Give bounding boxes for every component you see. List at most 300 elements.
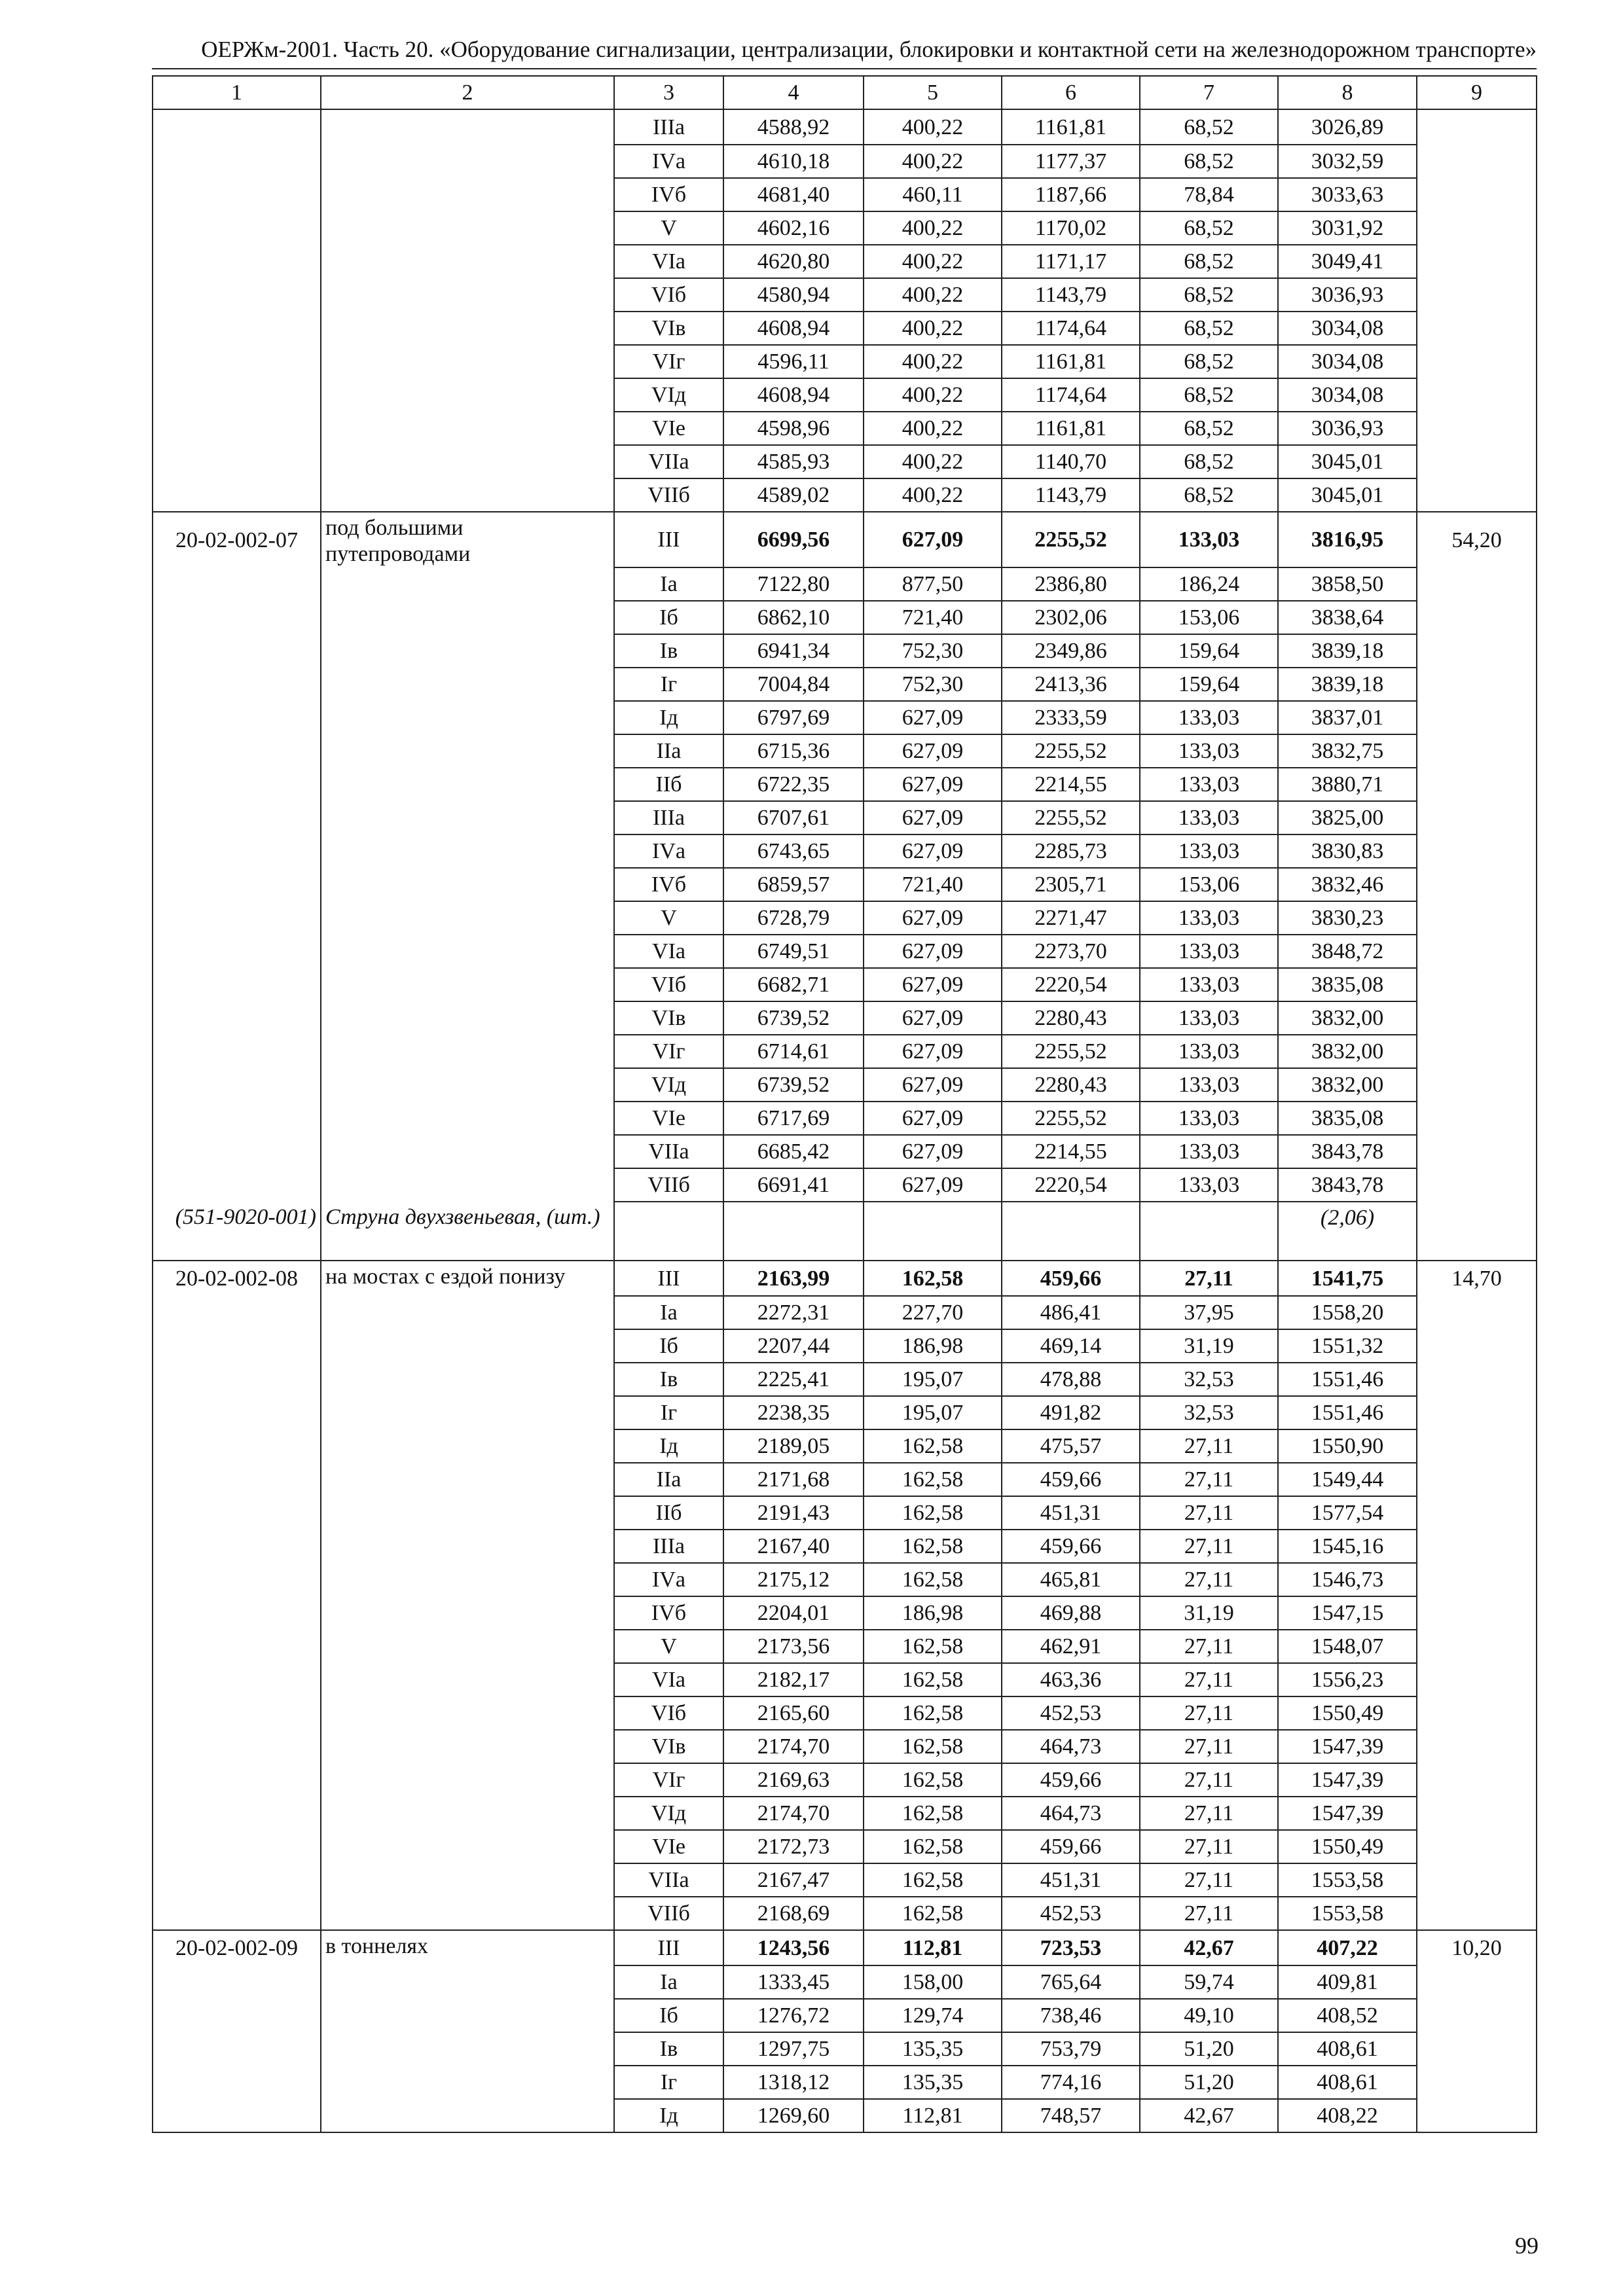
zone-cell: VIе xyxy=(614,1102,723,1135)
table-row xyxy=(153,1329,1537,1363)
table-row xyxy=(153,601,1537,634)
machinist-wage-cell: 78,84 xyxy=(1140,178,1278,211)
total-cost-cell: 4596,11 xyxy=(723,345,864,378)
table-row xyxy=(153,1530,1537,1563)
rate-name-cell xyxy=(321,1830,614,1863)
materials-cost-cell: 3832,00 xyxy=(1278,1068,1417,1102)
table-row xyxy=(153,278,1537,312)
table-row xyxy=(153,901,1537,935)
table-row xyxy=(153,445,1537,478)
machine-cost-cell: 1174,64 xyxy=(1002,312,1140,345)
materials-cost-cell: 3837,01 xyxy=(1278,701,1417,734)
rate-code-cell xyxy=(153,1530,321,1563)
machinist-wage-cell: 27,11 xyxy=(1140,1530,1278,1563)
materials-cost-cell: 3835,08 xyxy=(1278,968,1417,1001)
zone-cell: III xyxy=(614,512,723,567)
zone-cell: Iа xyxy=(614,1965,723,1999)
materials-cost-cell: 1550,49 xyxy=(1278,1830,1417,1863)
zone-cell: VIIб xyxy=(614,1168,723,1202)
rate-code-cell xyxy=(153,1863,321,1897)
machinist-wage-cell: 133,03 xyxy=(1140,1001,1278,1035)
zone-cell: IIа xyxy=(614,734,723,768)
empty-cell xyxy=(723,1202,864,1261)
labor-cost-cell: 627,09 xyxy=(864,1135,1002,1168)
materials-cost-cell: 3036,93 xyxy=(1278,412,1417,445)
machine-cost-cell: 738,46 xyxy=(1002,1999,1140,2032)
labor-hours-cell xyxy=(1417,701,1537,734)
labor-hours-cell xyxy=(1417,1135,1537,1168)
zone-cell: VIIб xyxy=(614,1897,723,1930)
materials-cost-cell: 1547,39 xyxy=(1278,1797,1417,1830)
header-divider xyxy=(152,68,1537,69)
materials-cost-cell: 3045,01 xyxy=(1278,478,1417,512)
zone-cell: VIIб xyxy=(614,478,723,512)
rate-code-cell xyxy=(153,2032,321,2066)
rate-code-cell xyxy=(153,1363,321,1396)
zone-cell: IIIа xyxy=(614,109,723,145)
labor-hours-cell xyxy=(1417,1530,1537,1563)
machine-cost-cell: 1161,81 xyxy=(1002,412,1140,445)
machine-cost-cell: 464,73 xyxy=(1002,1797,1140,1830)
rate-code-cell xyxy=(153,634,321,668)
rate-name-cell xyxy=(321,1429,614,1463)
materials-cost-cell: 3858,50 xyxy=(1278,567,1417,601)
total-cost-cell: 7122,80 xyxy=(723,567,864,601)
rate-code-cell xyxy=(153,1696,321,1730)
labor-hours-cell xyxy=(1417,601,1537,634)
labor-cost-cell: 195,07 xyxy=(864,1396,1002,1429)
labor-hours-cell xyxy=(1417,178,1537,211)
labor-cost-cell: 162,58 xyxy=(864,1797,1002,1830)
rate-name-cell xyxy=(321,1102,614,1135)
rate-code-cell xyxy=(153,312,321,345)
document-header: ОЕРЖм-2001. Часть 20. «Оборудование сигнализации, централизации, блокировки и контактной сети на железнодорожном транспорте» xyxy=(201,37,1537,62)
materials-cost-cell: 3032,59 xyxy=(1278,145,1417,178)
rate-code-cell xyxy=(153,278,321,312)
material-quantity-cell: (2,06) xyxy=(1278,1202,1417,1261)
table-row xyxy=(153,1496,1537,1530)
rate-name-cell xyxy=(321,1329,614,1363)
table-row xyxy=(153,1630,1537,1663)
labor-hours-cell xyxy=(1417,1563,1537,1596)
rate-name-cell xyxy=(321,1863,614,1897)
rate-name-cell xyxy=(321,1530,614,1563)
materials-cost-cell: 1548,07 xyxy=(1278,1630,1417,1663)
zone-cell: IVб xyxy=(614,1596,723,1630)
column-number: 1 xyxy=(153,76,321,109)
rate-code-cell xyxy=(153,968,321,1001)
labor-cost-cell: 400,22 xyxy=(864,412,1002,445)
rate-code-cell: 20-02-002-07 xyxy=(153,512,321,567)
labor-hours-cell xyxy=(1417,2032,1537,2066)
rate-code-cell xyxy=(153,478,321,512)
table-row xyxy=(153,178,1537,211)
machinist-wage-cell: 31,19 xyxy=(1140,1596,1278,1630)
zone-cell: V xyxy=(614,1630,723,1663)
labor-cost-cell: 162,58 xyxy=(864,1663,1002,1696)
total-cost-cell: 4620,80 xyxy=(723,245,864,278)
total-cost-cell: 2191,43 xyxy=(723,1496,864,1530)
rate-code-cell xyxy=(153,178,321,211)
total-cost-cell: 2207,44 xyxy=(723,1329,864,1363)
table-body xyxy=(153,109,1537,2132)
column-number: 6 xyxy=(1002,76,1140,109)
rate-code-cell: 20-02-002-09 xyxy=(153,1930,321,1965)
rate-code-cell xyxy=(153,901,321,935)
total-cost-cell: 2204,01 xyxy=(723,1596,864,1630)
zone-cell: V xyxy=(614,901,723,935)
labor-hours-cell xyxy=(1417,734,1537,768)
table-row xyxy=(153,1696,1537,1730)
zone-cell: VIг xyxy=(614,345,723,378)
column-number-row xyxy=(153,76,1537,109)
machine-cost-cell: 2255,52 xyxy=(1002,1102,1140,1135)
rate-code-cell xyxy=(153,1296,321,1329)
total-cost-cell: 2168,69 xyxy=(723,1897,864,1930)
zone-cell: VIв xyxy=(614,312,723,345)
materials-cost-cell: 409,81 xyxy=(1278,1965,1417,1999)
labor-hours-cell xyxy=(1417,1463,1537,1496)
labor-cost-cell: 400,22 xyxy=(864,445,1002,478)
machine-cost-cell: 1161,81 xyxy=(1002,109,1140,145)
labor-hours-cell xyxy=(1417,834,1537,868)
table-row xyxy=(153,1363,1537,1396)
labor-cost-cell: 162,58 xyxy=(864,1863,1002,1897)
machinist-wage-cell: 51,20 xyxy=(1140,2032,1278,2066)
labor-hours-cell xyxy=(1417,768,1537,801)
machinist-wage-cell: 159,64 xyxy=(1140,634,1278,668)
labor-cost-cell: 877,50 xyxy=(864,567,1002,601)
rate-code-cell xyxy=(153,1897,321,1930)
table-row xyxy=(153,1999,1537,2032)
total-cost-cell: 2272,31 xyxy=(723,1296,864,1329)
materials-cost-cell: 1549,44 xyxy=(1278,1463,1417,1496)
materials-cost-cell: 3816,95 xyxy=(1278,512,1417,567)
total-cost-cell: 2172,73 xyxy=(723,1830,864,1863)
materials-cost-cell: 3049,41 xyxy=(1278,245,1417,278)
materials-cost-cell: 3843,78 xyxy=(1278,1168,1417,1202)
labor-cost-cell: 135,35 xyxy=(864,2032,1002,2066)
table-row xyxy=(153,1135,1537,1168)
zone-cell: VIа xyxy=(614,245,723,278)
empty-cell xyxy=(1140,1202,1278,1261)
machine-cost-cell: 2214,55 xyxy=(1002,1135,1140,1168)
machinist-wage-cell: 27,11 xyxy=(1140,1897,1278,1930)
table-row xyxy=(153,512,1537,567)
machine-cost-cell: 2255,52 xyxy=(1002,734,1140,768)
labor-hours-cell xyxy=(1417,2066,1537,2099)
rate-name-cell xyxy=(321,245,614,278)
table-row xyxy=(153,1068,1537,1102)
total-cost-cell: 6743,65 xyxy=(723,834,864,868)
labor-hours-cell xyxy=(1417,968,1537,1001)
labor-hours-cell xyxy=(1417,312,1537,345)
machinist-wage-cell: 133,03 xyxy=(1140,1035,1278,1068)
rate-name-cell xyxy=(321,567,614,601)
machine-cost-cell: 491,82 xyxy=(1002,1396,1140,1429)
table-row xyxy=(153,1863,1537,1897)
rate-name-cell xyxy=(321,1363,614,1396)
total-cost-cell: 2165,60 xyxy=(723,1696,864,1730)
materials-cost-cell: 3045,01 xyxy=(1278,445,1417,478)
zone-cell: VIа xyxy=(614,1663,723,1696)
machine-cost-cell: 451,31 xyxy=(1002,1863,1140,1897)
labor-cost-cell: 186,98 xyxy=(864,1329,1002,1363)
materials-cost-cell: 3031,92 xyxy=(1278,211,1417,245)
zone-cell: Iв xyxy=(614,634,723,668)
materials-cost-cell: 3848,72 xyxy=(1278,935,1417,968)
machine-cost-cell: 459,66 xyxy=(1002,1261,1140,1296)
total-cost-cell: 6714,61 xyxy=(723,1035,864,1068)
labor-hours-cell xyxy=(1417,1396,1537,1429)
total-cost-cell: 6722,35 xyxy=(723,768,864,801)
machine-cost-cell: 469,14 xyxy=(1002,1329,1140,1363)
labor-cost-cell: 627,09 xyxy=(864,801,1002,834)
total-cost-cell: 6685,42 xyxy=(723,1135,864,1168)
column-number: 7 xyxy=(1140,76,1278,109)
rate-name-cell xyxy=(321,1696,614,1730)
zone-cell: IIа xyxy=(614,1463,723,1496)
machine-cost-cell: 748,57 xyxy=(1002,2099,1140,2132)
empty-cell xyxy=(1002,1202,1140,1261)
labor-hours-cell xyxy=(1417,1797,1537,1830)
machinist-wage-cell: 27,11 xyxy=(1140,1563,1278,1596)
machine-cost-cell: 1177,37 xyxy=(1002,145,1140,178)
total-cost-cell: 2163,99 xyxy=(723,1261,864,1296)
rate-name-cell xyxy=(321,801,614,834)
materials-cost-cell: 1553,58 xyxy=(1278,1863,1417,1897)
labor-hours-cell xyxy=(1417,801,1537,834)
machinist-wage-cell: 68,52 xyxy=(1140,109,1278,145)
rate-code-cell xyxy=(153,109,321,145)
labor-hours-cell xyxy=(1417,1897,1537,1930)
machine-cost-cell: 1143,79 xyxy=(1002,278,1140,312)
labor-hours-cell xyxy=(1417,567,1537,601)
machinist-wage-cell: 68,52 xyxy=(1140,145,1278,178)
rate-name-cell xyxy=(321,1068,614,1102)
zone-cell: VIб xyxy=(614,1696,723,1730)
machinist-wage-cell: 133,03 xyxy=(1140,768,1278,801)
table-row xyxy=(153,1797,1537,1830)
zone-cell: Iа xyxy=(614,1296,723,1329)
total-cost-cell: 6739,52 xyxy=(723,1068,864,1102)
labor-cost-cell: 752,30 xyxy=(864,668,1002,701)
table-row xyxy=(153,1168,1537,1202)
labor-hours-cell xyxy=(1417,1296,1537,1329)
machinist-wage-cell: 51,20 xyxy=(1140,2066,1278,2099)
machinist-wage-cell: 27,11 xyxy=(1140,1696,1278,1730)
table-row xyxy=(153,968,1537,1001)
labor-cost-cell: 400,22 xyxy=(864,478,1002,512)
labor-hours-cell xyxy=(1417,1830,1537,1863)
total-cost-cell: 4598,96 xyxy=(723,412,864,445)
total-cost-cell: 4588,92 xyxy=(723,109,864,145)
zone-cell: III xyxy=(614,1261,723,1296)
rate-code-cell xyxy=(153,701,321,734)
labor-cost-cell: 627,09 xyxy=(864,1035,1002,1068)
machine-cost-cell: 462,91 xyxy=(1002,1630,1140,1663)
materials-cost-cell: 3832,75 xyxy=(1278,734,1417,768)
total-cost-cell: 1297,75 xyxy=(723,2032,864,2066)
labor-cost-cell: 400,22 xyxy=(864,109,1002,145)
labor-hours-cell xyxy=(1417,2099,1537,2132)
materials-cost-cell: 1558,20 xyxy=(1278,1296,1417,1329)
material-name-cell: Струна двухзвеньевая, (шт.) xyxy=(321,1202,614,1261)
machine-cost-cell: 2386,80 xyxy=(1002,567,1140,601)
rate-name-cell xyxy=(321,668,614,701)
zone-cell: Iд xyxy=(614,1429,723,1463)
zone-cell: V xyxy=(614,211,723,245)
rate-name-cell xyxy=(321,1897,614,1930)
machinist-wage-cell: 31,19 xyxy=(1140,1329,1278,1363)
machinist-wage-cell: 27,11 xyxy=(1140,1630,1278,1663)
total-cost-cell: 6859,57 xyxy=(723,868,864,901)
table-row xyxy=(153,768,1537,801)
total-cost-cell: 2174,70 xyxy=(723,1797,864,1830)
labor-cost-cell: 752,30 xyxy=(864,634,1002,668)
zone-cell: Iв xyxy=(614,1363,723,1396)
machinist-wage-cell: 32,53 xyxy=(1140,1363,1278,1396)
rate-code-cell xyxy=(153,1730,321,1763)
machine-cost-cell: 753,79 xyxy=(1002,2032,1140,2066)
materials-cost-cell: 3843,78 xyxy=(1278,1135,1417,1168)
labor-cost-cell: 400,22 xyxy=(864,278,1002,312)
rate-name-cell xyxy=(321,412,614,445)
machinist-wage-cell: 27,11 xyxy=(1140,1496,1278,1530)
rate-name-cell xyxy=(321,1630,614,1663)
table-row xyxy=(153,2099,1537,2132)
machinist-wage-cell: 68,52 xyxy=(1140,445,1278,478)
labor-hours-cell xyxy=(1417,1102,1537,1135)
machinist-wage-cell: 133,03 xyxy=(1140,801,1278,834)
machine-cost-cell: 1143,79 xyxy=(1002,478,1140,512)
machine-cost-cell: 2271,47 xyxy=(1002,901,1140,935)
labor-hours-cell xyxy=(1417,109,1537,145)
total-cost-cell: 1333,45 xyxy=(723,1965,864,1999)
labor-cost-cell: 627,09 xyxy=(864,1168,1002,1202)
column-number: 9 xyxy=(1417,76,1537,109)
materials-cost-cell: 3832,00 xyxy=(1278,1001,1417,1035)
materials-cost-cell: 3839,18 xyxy=(1278,634,1417,668)
zone-cell: VIе xyxy=(614,412,723,445)
labor-hours-cell xyxy=(1417,445,1537,478)
materials-cost-cell: 3832,46 xyxy=(1278,868,1417,901)
machinist-wage-cell: 27,11 xyxy=(1140,1730,1278,1763)
table-row xyxy=(153,668,1537,701)
materials-cost-cell: 1556,23 xyxy=(1278,1663,1417,1696)
table-row xyxy=(153,868,1537,901)
labor-cost-cell: 162,58 xyxy=(864,1429,1002,1463)
table-row xyxy=(153,478,1537,512)
materials-cost-cell: 3830,83 xyxy=(1278,834,1417,868)
machinist-wage-cell: 133,03 xyxy=(1140,1168,1278,1202)
total-cost-cell: 4610,18 xyxy=(723,145,864,178)
labor-cost-cell: 112,81 xyxy=(864,2099,1002,2132)
machinist-wage-cell: 27,11 xyxy=(1140,1830,1278,1863)
rate-code-cell xyxy=(153,412,321,445)
total-cost-cell: 1318,12 xyxy=(723,2066,864,2099)
labor-hours-cell: 10,20 xyxy=(1417,1930,1537,1965)
rate-code-cell xyxy=(153,1102,321,1135)
labor-hours-cell xyxy=(1417,145,1537,178)
total-cost-cell: 6699,56 xyxy=(723,512,864,567)
rate-code-cell xyxy=(153,1563,321,1596)
rate-code-cell xyxy=(153,768,321,801)
machinist-wage-cell: 133,03 xyxy=(1140,512,1278,567)
rate-name-cell: под большими путепроводами xyxy=(321,512,614,567)
rate-code-cell xyxy=(153,1663,321,1696)
machinist-wage-cell: 133,03 xyxy=(1140,734,1278,768)
rate-code-cell xyxy=(153,345,321,378)
labor-hours-cell xyxy=(1417,1496,1537,1530)
machine-cost-cell: 463,36 xyxy=(1002,1663,1140,1696)
table-row xyxy=(153,1261,1537,1296)
empty-cell xyxy=(614,1202,723,1261)
labor-hours-cell xyxy=(1417,478,1537,512)
zone-cell: III xyxy=(614,1930,723,1965)
empty-cell xyxy=(864,1202,1002,1261)
total-cost-cell: 6941,34 xyxy=(723,634,864,668)
materials-cost-cell: 1541,75 xyxy=(1278,1261,1417,1296)
labor-hours-cell xyxy=(1417,1429,1537,1463)
rate-name-cell xyxy=(321,2066,614,2099)
labor-hours-cell xyxy=(1417,935,1537,968)
table-row xyxy=(153,1296,1537,1329)
labor-cost-cell: 400,22 xyxy=(864,145,1002,178)
materials-cost-cell: 1547,15 xyxy=(1278,1596,1417,1630)
machine-cost-cell: 459,66 xyxy=(1002,1530,1140,1563)
rate-code-cell xyxy=(153,211,321,245)
labor-cost-cell: 162,58 xyxy=(864,1463,1002,1496)
rate-name-cell xyxy=(321,2032,614,2066)
labor-hours-cell: 14,70 xyxy=(1417,1261,1537,1296)
machinist-wage-cell: 68,52 xyxy=(1140,278,1278,312)
rate-code-cell xyxy=(153,378,321,412)
zone-cell: Iб xyxy=(614,1329,723,1363)
machinist-wage-cell: 68,52 xyxy=(1140,245,1278,278)
zone-cell: IIIа xyxy=(614,1530,723,1563)
zone-cell: Iд xyxy=(614,701,723,734)
total-cost-cell: 4681,40 xyxy=(723,178,864,211)
machine-cost-cell: 486,41 xyxy=(1002,1296,1140,1329)
machine-cost-cell: 2413,36 xyxy=(1002,668,1140,701)
rate-code-cell xyxy=(153,1035,321,1068)
total-cost-cell: 1269,60 xyxy=(723,2099,864,2132)
machinist-wage-cell: 42,67 xyxy=(1140,2099,1278,2132)
rate-code-cell xyxy=(153,1135,321,1168)
machinist-wage-cell: 68,52 xyxy=(1140,478,1278,512)
labor-hours-cell xyxy=(1417,1202,1537,1261)
rate-name-cell xyxy=(321,935,614,968)
zone-cell: Iб xyxy=(614,601,723,634)
rate-code-cell xyxy=(153,801,321,834)
zone-cell: VIв xyxy=(614,1001,723,1035)
labor-hours-cell xyxy=(1417,1168,1537,1202)
total-cost-cell: 4580,94 xyxy=(723,278,864,312)
rate-name-cell xyxy=(321,634,614,668)
column-number: 2 xyxy=(321,76,614,109)
table-row xyxy=(153,145,1537,178)
machinist-wage-cell: 68,52 xyxy=(1140,378,1278,412)
labor-cost-cell: 627,09 xyxy=(864,968,1002,1001)
machine-cost-cell: 475,57 xyxy=(1002,1429,1140,1463)
column-number: 3 xyxy=(614,76,723,109)
machine-cost-cell: 2333,59 xyxy=(1002,701,1140,734)
zone-cell: Iд xyxy=(614,2099,723,2132)
total-cost-cell: 6707,61 xyxy=(723,801,864,834)
zone-cell: VIа xyxy=(614,935,723,968)
table-row xyxy=(153,1001,1537,1035)
